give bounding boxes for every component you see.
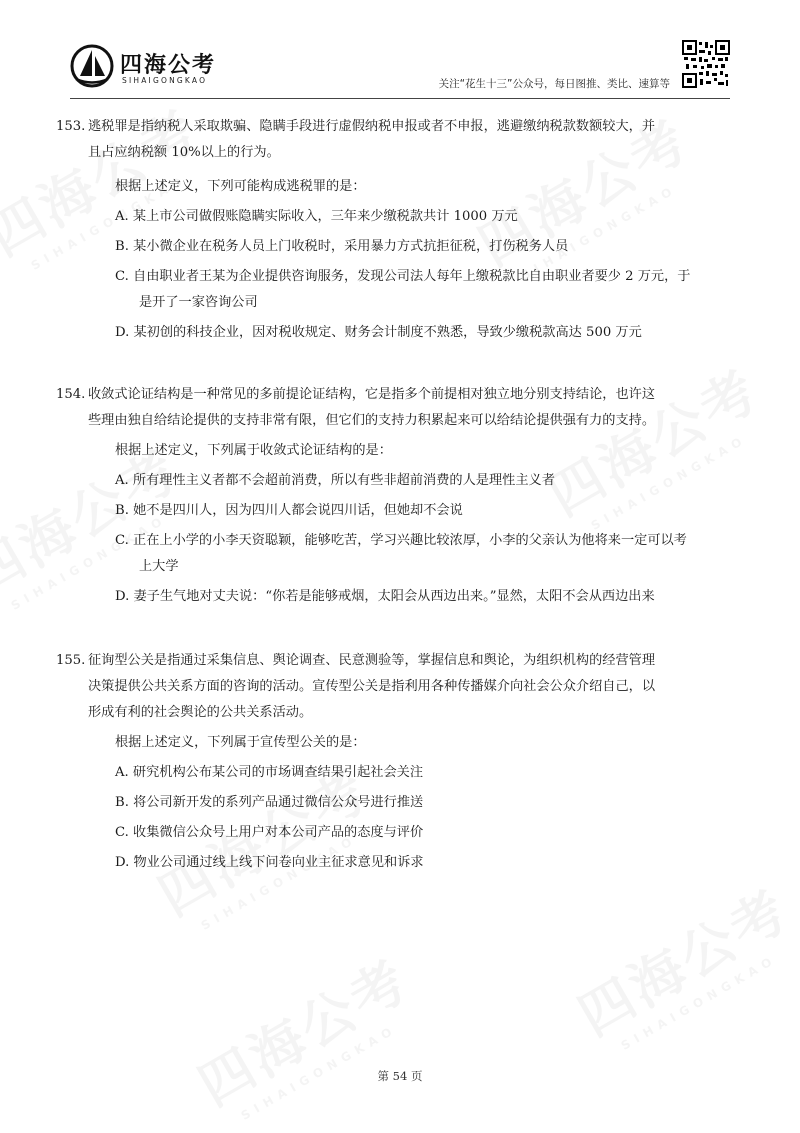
stem-line: 些理由独自给结论提供的支持非常有限，但它们的支持力积累起来可以给结论提供强有力的支持。 xyxy=(88,413,656,428)
question-number: 155. xyxy=(56,653,86,668)
question-number: 153. xyxy=(56,119,86,134)
question-number: 154. xyxy=(56,387,86,402)
option-d: D. 物业公司通过线上线下问卷向业主征求意见和诉求 xyxy=(115,855,424,870)
option-b: B. 某小微企业在税务人员上门收税时，采用暴力方式抗拒征税，打伤税务人员 xyxy=(115,239,569,254)
option-d: D. 某初创的科技企业，因对税收规定、财务会计制度不熟悉，导致少缴税款高达 500 万元 xyxy=(115,325,642,340)
brand-logo xyxy=(70,42,270,94)
sail-logo-icon xyxy=(70,44,114,88)
option-c: C. 正在上小学的小李天资聪颖，能够吃苦，学习兴趣比较浓厚，小李的父亲认为他将来一定可以考 上大学 xyxy=(115,528,728,580)
stem-line: 征询型公关是指通过采集信息、舆论调查、民意测验等，掌握信息和舆论，为组织机构的经营管理 xyxy=(88,653,656,668)
stem-line: 收敛式论证结构是一种常见的多前提论证结构，它是指多个前提相对独立地分别支持结论，也许这 xyxy=(88,387,656,402)
option-b: B. 将公司新开发的系列产品通过微信公众号进行推送 xyxy=(115,795,424,810)
question-153 xyxy=(56,114,728,346)
option-a: A. 某上市公司做假账隐瞒实际收入，三年来少缴税款共计 1000 万元 xyxy=(115,209,518,224)
question-stem xyxy=(56,114,728,166)
option-c: C. 收集微信公众号上用户对本公司产品的态度与评价 xyxy=(115,825,424,840)
option-c: C. 自由职业者王某为企业提供咨询服务，发现公司法人每年上缴税款比自由职业者要少 2 万元，于 是开了一家咨询公司 xyxy=(115,264,728,316)
watermark xyxy=(563,868,800,1063)
question-155 xyxy=(56,648,728,876)
question-154 xyxy=(56,382,728,610)
page-number: 第 54 页 xyxy=(377,1069,423,1083)
option-a: A. 研究机构公布某公司的市场调查结果引起社会关注 xyxy=(115,765,424,780)
option-b: B. 她不是四川人，因为四川人都会说四川话，但她却不会说 xyxy=(115,503,463,518)
stem-line: 且占应纳税额 10%以上的行为。 xyxy=(88,145,280,160)
stem-line: 形成有利的社会舆论的公共关系活动。 xyxy=(88,705,313,720)
stem-line: 逃税罪是指纳税人采取欺骗、隐瞒手段进行虚假纳税申报或者不申报，逃避缴纳税款数额较大，并 xyxy=(88,119,656,134)
watermark xyxy=(183,938,429,1133)
page-header xyxy=(70,40,730,96)
question-prompt: 根据上述定义，下列可能构成逃税罪的是： xyxy=(115,179,366,194)
header-divider xyxy=(70,98,730,99)
option-a: A. 所有理性主义者都不会超前消费，所以有些非超前消费的人是理性主义者 xyxy=(115,473,555,488)
question-stem xyxy=(56,382,728,434)
question-stem xyxy=(56,648,728,726)
brand-name: 四海公考 xyxy=(120,53,217,78)
option-continuation: 是开了一家咨询公司 xyxy=(139,295,258,310)
header-tagline: 关注“花生十三”公众号，每日图推、类比、速算等 xyxy=(438,78,670,90)
question-prompt: 根据上述定义，下列属于收敛式论证结构的是： xyxy=(115,443,392,458)
option-d: D. 妻子生气地对丈夫说：“你若是能够戒烟，太阳会从西边出来。”显然，太阳不会从西边出来 xyxy=(115,589,655,604)
brand-subtitle: SIHAIGONGKAO xyxy=(122,76,208,85)
question-prompt: 根据上述定义，下列属于宣传型公关的是： xyxy=(115,735,366,750)
option-continuation: 上大学 xyxy=(139,559,179,574)
stem-line: 决策提供公共关系方面的咨询的活动。宣传型公关是指利用各种传播媒介向社会公众介绍自己，以 xyxy=(88,679,656,694)
qr-code-icon xyxy=(682,40,730,88)
